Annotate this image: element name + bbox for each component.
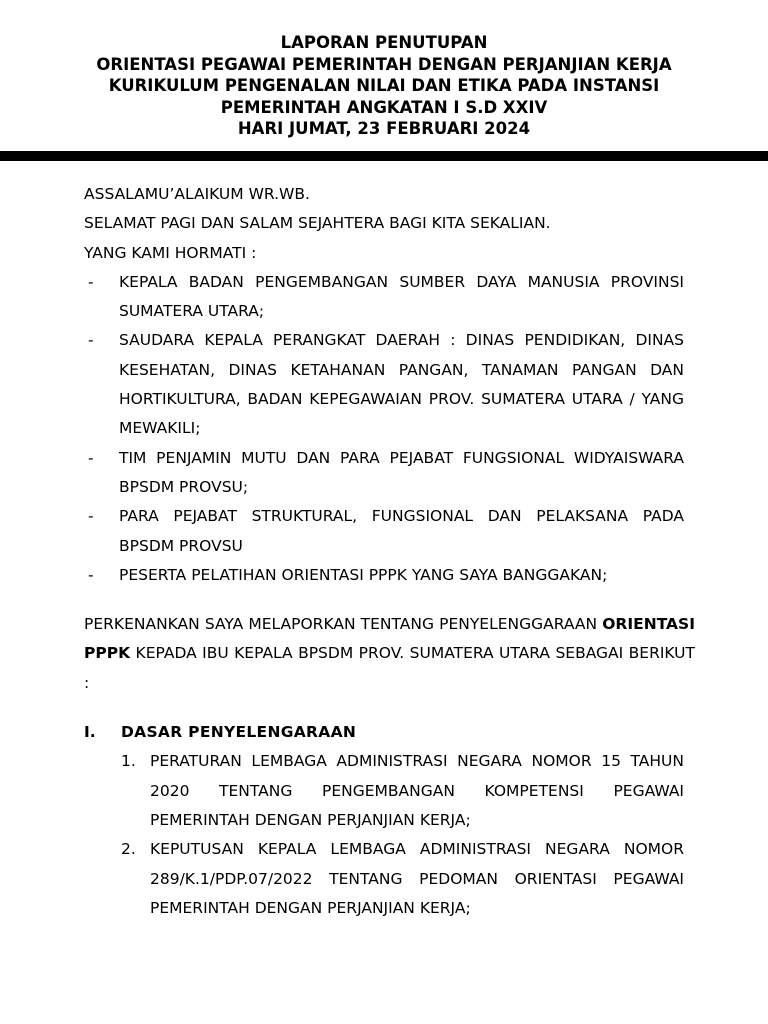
list-item	[84, 326, 684, 443]
list-item-text: KEPUTUSAN KEPALA LEMBAGA ADMINISTRASI NEGARA NOMOR 289/K.1/PDP.07/2022 TENTANG PEDOMAN ORIENTASI PEGAWAI PEMERINTAH DENGAN PERJANJIAN KERJA;	[150, 840, 684, 917]
list-item-text: TIM PENJAMIN MUTU DAN PARA PEJABAT FUNGSIONAL WIDYAISWARA BPSDM PROVSU;	[119, 448, 684, 496]
header-divider	[0, 151, 768, 161]
header-title: LAPORAN PENUTUPAN	[280, 33, 488, 52]
greeting-selamat-pagi: SELAMAT PAGI DAN SALAM SEJAHTERA BAGI KITA SEKALIAN.	[84, 214, 551, 233]
dash-marker: -	[88, 331, 94, 350]
greeting-yang-kami-hormati: YANG KAMI HORMATI :	[84, 243, 257, 262]
list-item-text: KEPALA BADAN PENGEMBANGAN SUMBER DAYA MANUSIA PROVINSI SUMATERA UTARA;	[119, 272, 684, 321]
list-item	[84, 561, 684, 590]
list-item	[84, 502, 684, 561]
header-line-4: PEMERINTAH ANGKATAN I S.D XXIV	[220, 97, 548, 117]
section-number: I.	[84, 723, 96, 742]
intro-text-before: PERKENANKAN SAYA MELAPORKAN TENTANG PENYELENGGARAAN	[84, 615, 603, 634]
intro-paragraph	[84, 610, 695, 698]
list-item	[84, 835, 684, 923]
dash-marker: -	[88, 565, 94, 584]
legal-basis-list	[84, 747, 684, 923]
list-item-text: PESERTA PELATIHAN ORIENTASI PPPK YANG SAYA BANGGAKAN;	[119, 565, 608, 584]
dash-marker: -	[88, 272, 94, 291]
section-heading	[84, 718, 684, 747]
list-item-text: SAUDARA KEPALA PERANGKAT DAERAH : DINAS PENDIDIKAN, DINAS KESEHATAN, DINAS KETAHANAN PANGAN, TANAMAN PANGAN DAN HORTIKULTURA, BADAN KEPEGAWAIAN PROV. SUMATERA UTARA / YANG MEWAKILI;	[119, 331, 684, 438]
list-item-text: PARA PEJABAT STRUKTURAL, FUNGSIONAL DAN PELAKSANA PADA BPSDM PROVSU	[119, 507, 684, 555]
item-number: 1.	[121, 752, 136, 771]
list-item	[84, 444, 684, 503]
intro-text-after: KEPADA IBU KEPALA BPSDM PROV. SUMATERA UTARA SEBAGAI BERIKUT :	[84, 644, 695, 692]
greeting-salam: ASSALAMU’ALAIKUM WR.WB.	[84, 185, 310, 203]
list-item	[84, 747, 684, 835]
dash-marker: -	[88, 448, 94, 467]
dash-marker: -	[88, 507, 94, 526]
header-line-2: ORIENTASI PEGAWAI PEMERINTAH DENGAN PERJANJIAN KERJA	[96, 54, 672, 74]
header-line-3: KURIKULUM PENGENALAN NILAI DAN ETIKA PADA INSTANSI	[108, 76, 660, 95]
honorifics-list	[84, 268, 684, 590]
section-title: DASAR PENYELENGARAAN	[121, 723, 357, 742]
item-number: 2.	[121, 840, 136, 859]
list-item-text: PERATURAN LEMBAGA ADMINISTRASI NEGARA NOMOR 15 TAHUN 2020 TENTANG PENGEMBANGAN KOMPETENSI PEGAWAI PEMERINTAH DENGAN PERJANJIAN KERJA;	[150, 752, 684, 829]
intro-bold-text: ORIENTASI PPPK	[84, 615, 695, 663]
header-date: HARI JUMAT, 23 FEBRUARI 2024	[237, 119, 531, 138]
document-body	[84, 180, 695, 923]
document-header	[0, 32, 768, 140]
list-item	[84, 268, 684, 327]
